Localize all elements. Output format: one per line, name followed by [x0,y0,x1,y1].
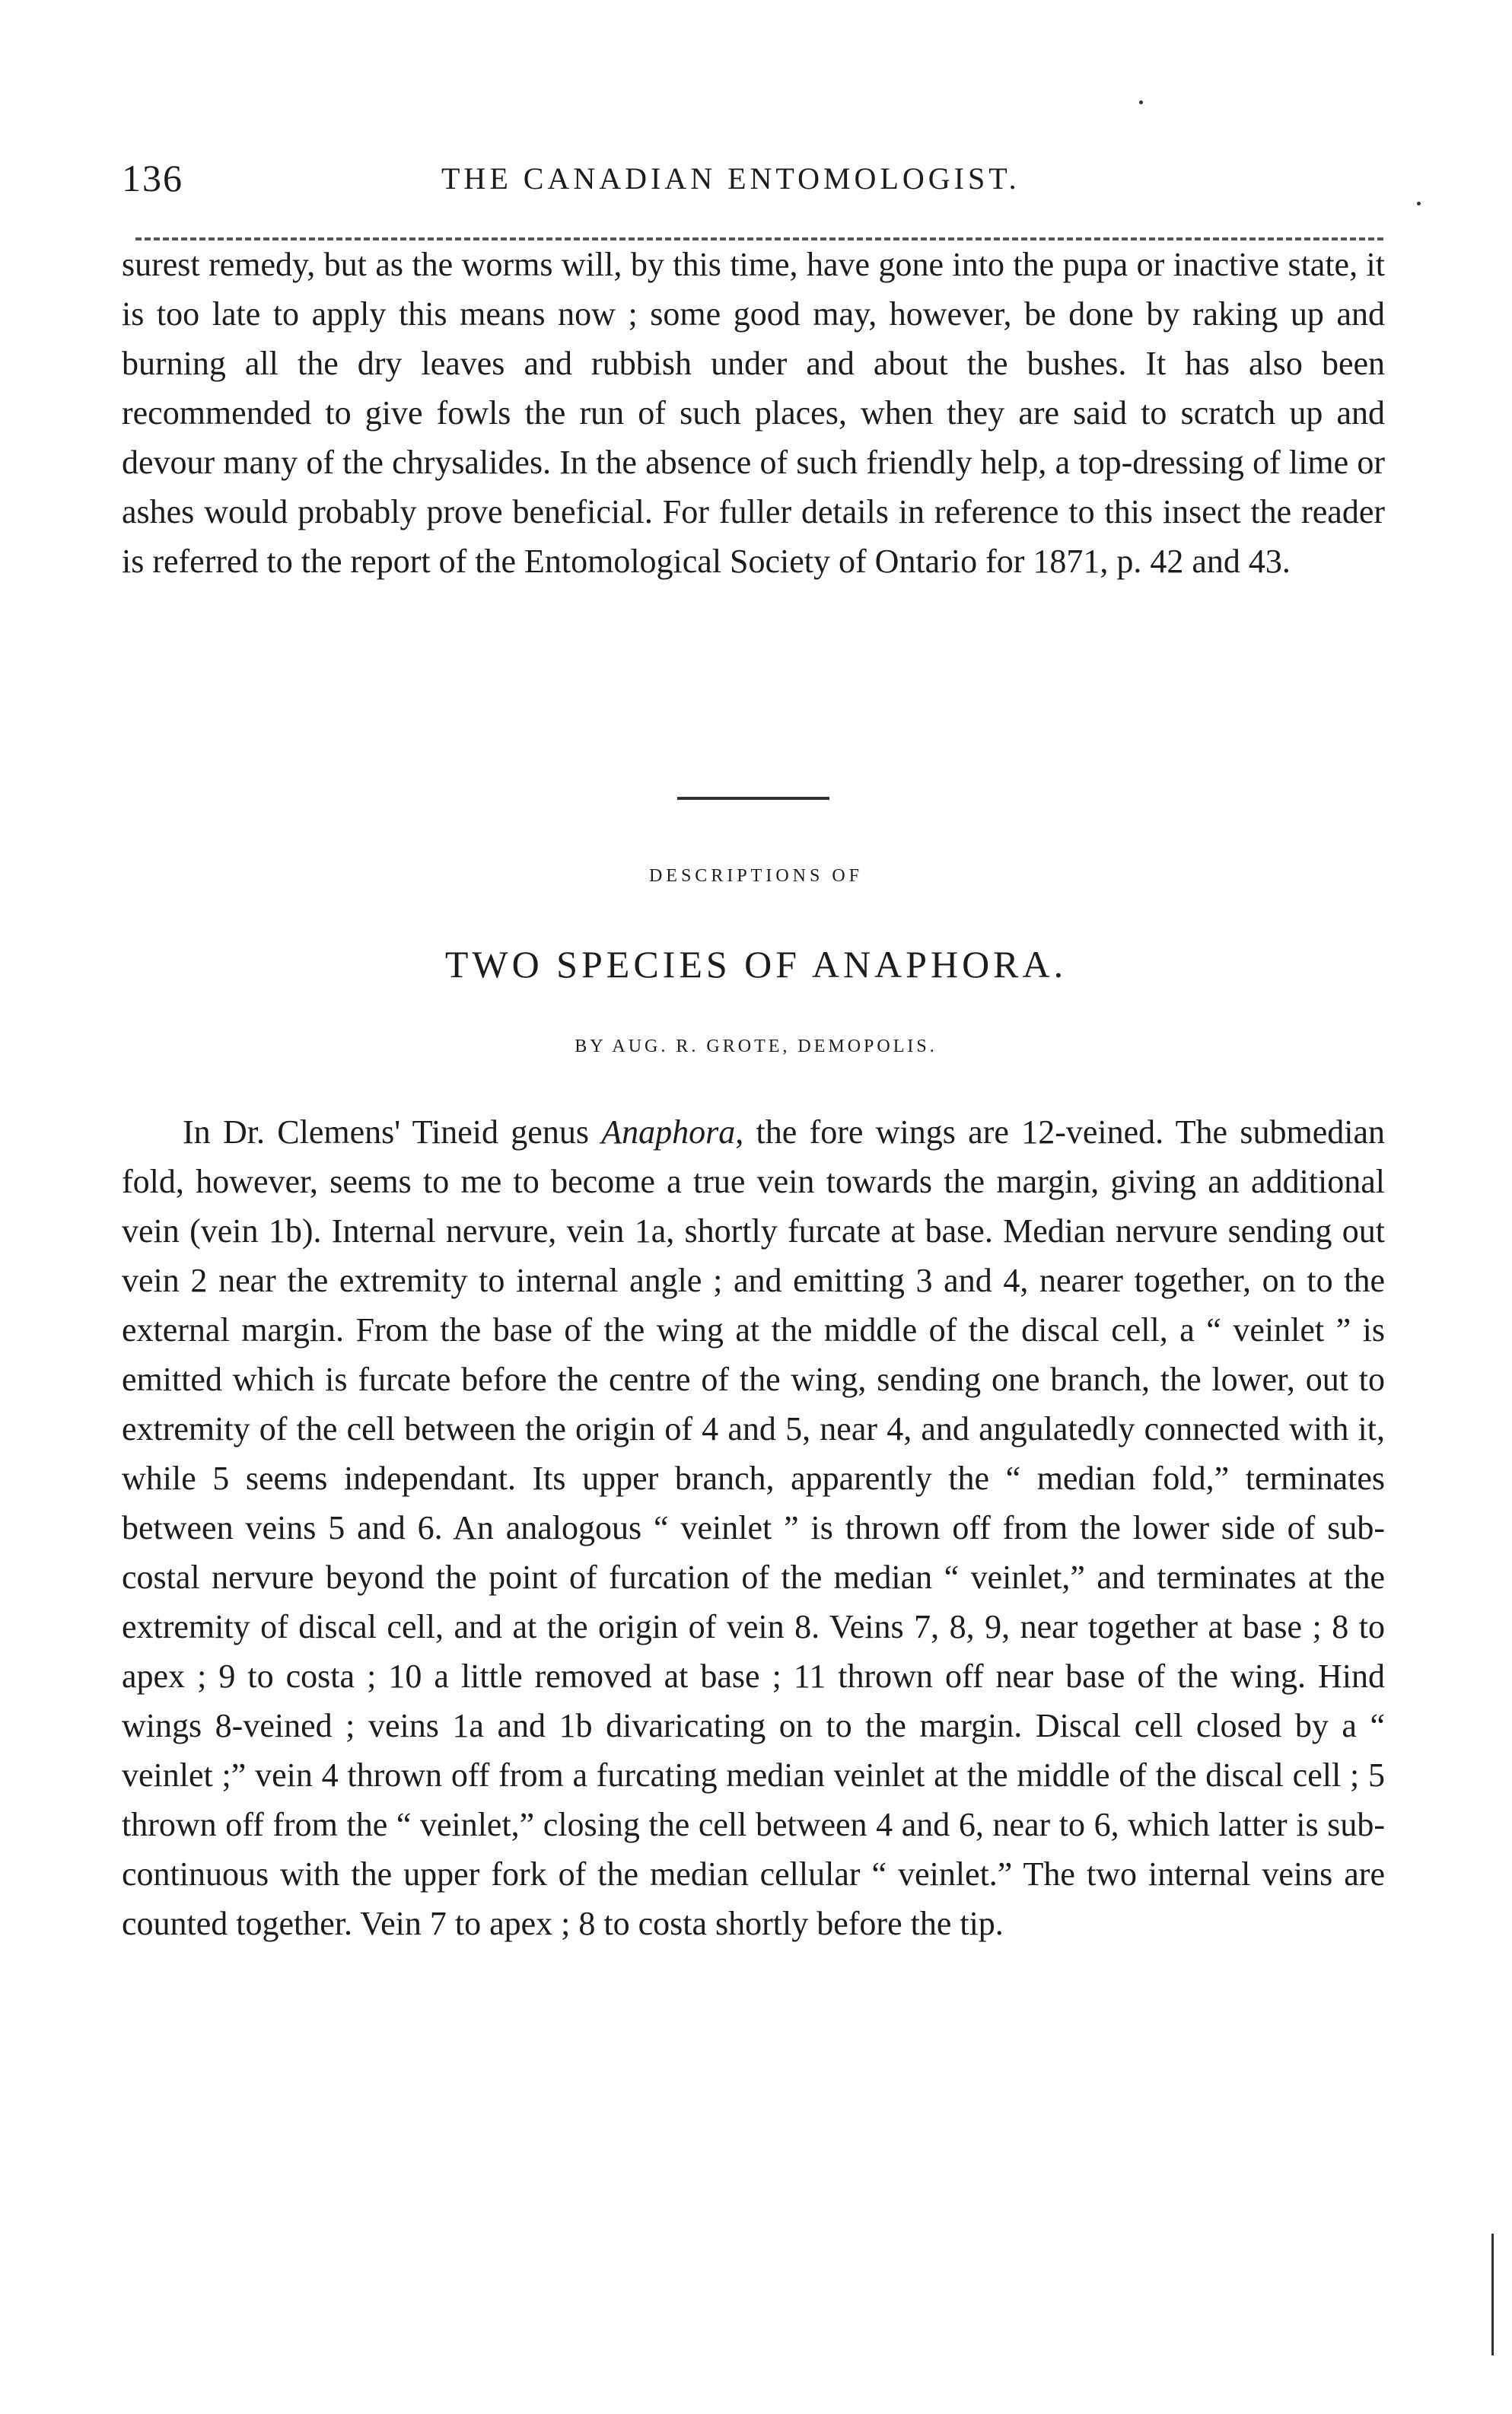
body-rest-text: , the fore wings are 12-veined. The submedian fold, however, seems to me to become a true vein towards the margin, giving an additional vein (vein 1b). Internal nervure, vein 1a, shortly furcate at base. Median nervure sending out vein 2 near the extremity to internal angle ; and emitting 3 and 4, nearer together, on to the external margin. From the base of the wing at the middle of the discal cell, a “ veinlet ” is emitted which is furcate before the centre of the wing, sending one branch, the lower, out to extremity of the cell between the origin of 4 and 5, near 4, and angulatedly connected with it, while 5 seems independant. Its upper branch, apparently the “ median fold,” terminates between veins 5 and 6. An analogous “ veinlet ” is thrown off from the lower side of sub-costal nervure beyond the point of furcation of the median “ veinlet,” and terminates at the extremity of discal cell, and at the origin of vein 8. Veins 7, 8, 9, near together at base ; 8 to apex ; 9 to costa ; 10 a little removed at base ; 11 thrown off near base of the wing. Hind wings 8-veined ; veins 1a and 1b divaricating on to the margin. Discal cell closed by a “ veinlet ;” vein 4 thrown off from a furcating median veinlet at the middle of the discal cell ; 5 thrown off from the “ veinlet,” closing the cell between 4 and 6, near to 6, which latter is sub-continuous with the upper fork of the median cellular “ veinlet.” The two internal veins are counted together. Vein 7 to apex ; 8 to costa shortly before the tip. [122,1113,1385,1942]
genus-name: Anaphora [601,1113,736,1151]
running-head [122,156,1385,209]
body-lead-text: In Dr. Clemens' Tineid genus [183,1113,602,1151]
print-speck [1139,100,1143,104]
article-title: TWO SPECIES OF ANAPHORA. [444,943,1068,986]
section-divider [677,797,829,800]
article-kicker: DESCRIPTIONS OF [648,866,864,886]
print-speck [1417,202,1421,205]
article-body-paragraph [122,1107,1385,1948]
article-byline: BY AUG. R. GROTE, DEMOPOLIS. [575,1037,937,1056]
page-number: 136 [122,157,183,199]
journal-title: THE CANADIAN ENTOMOLOGIST. [441,161,1020,196]
page-edge-mark [1491,2234,1494,2355]
continuation-paragraph: surest remedy, but as the worms will, by this time, have gone into the pupa or inactive state, it is too late to apply this means now ; some good may, however, be done by raking up and burning all the dry leaves and rubbish under and about the bushes. It has also been recommended to give fowls the run of such places, when they are said to scratch up and devour many of the chrysalides. In the absence of such friendly help, a top-dressing of lime or ashes would probably prove beneficial. For fuller details in reference to this insect the reader is referred to the report of the Entomological Society of Ontario for 1871, p. 42 and 43. [122,246,1385,580]
